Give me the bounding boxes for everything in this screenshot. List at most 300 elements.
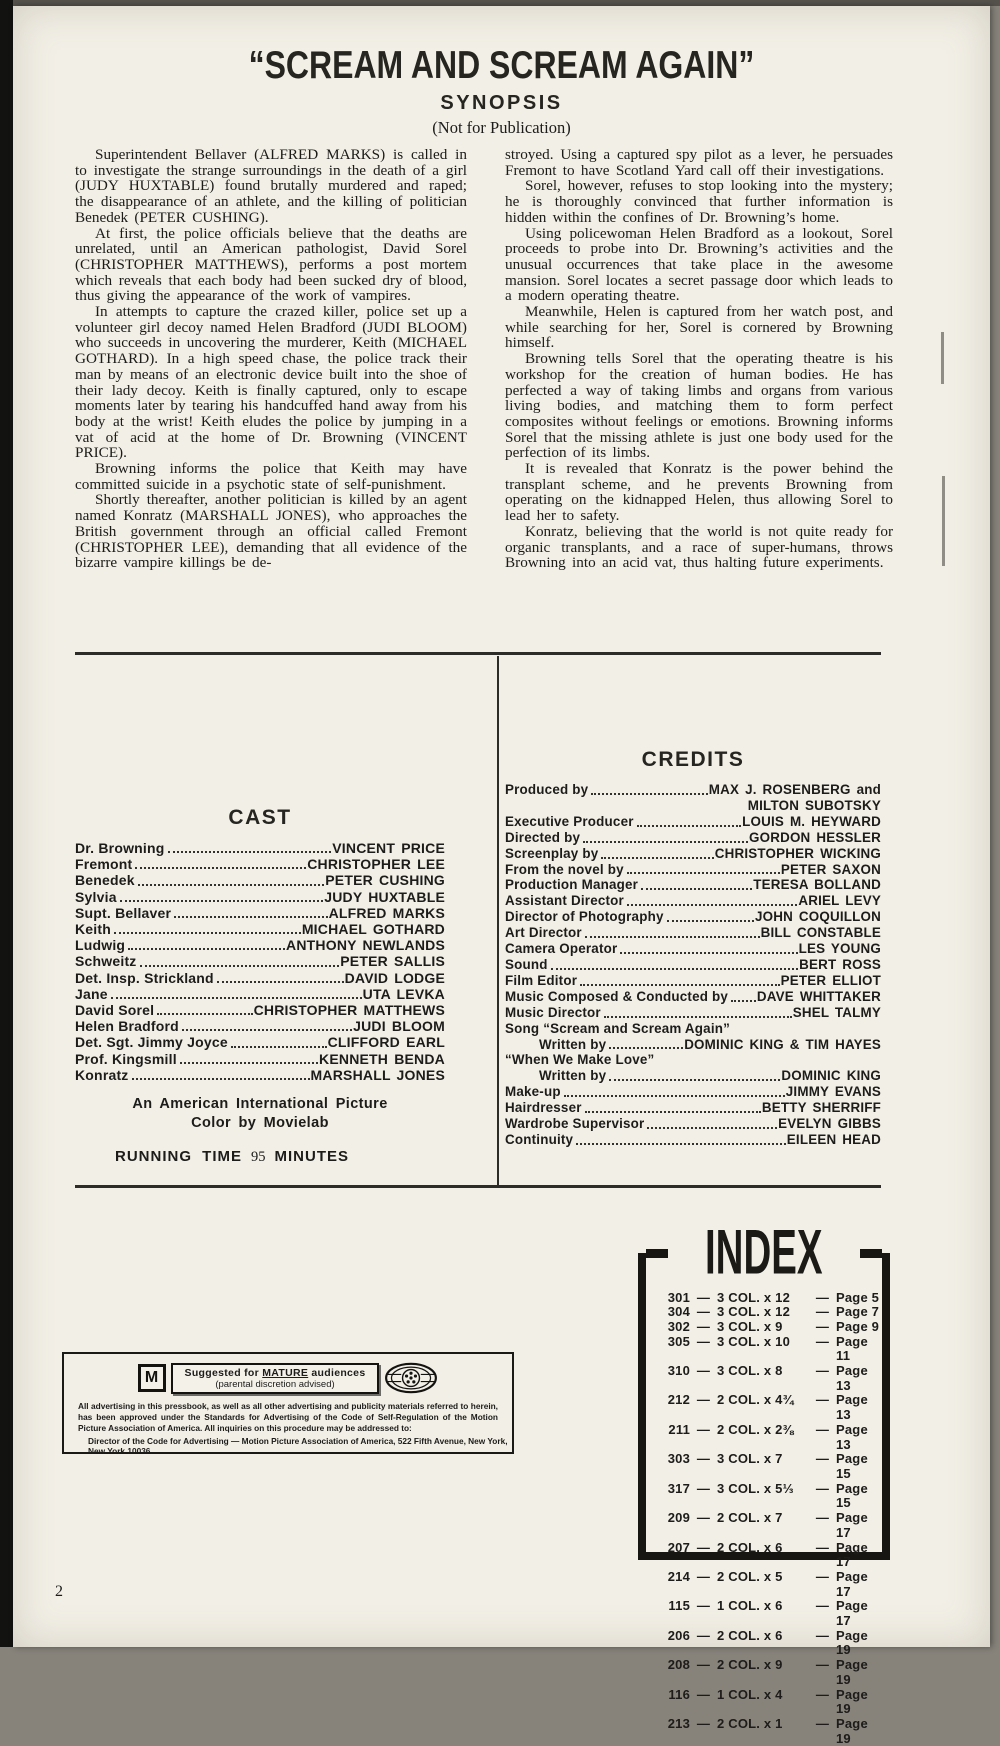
- cast-section: [75, 806, 445, 1131]
- dot-leader: [168, 851, 332, 853]
- cast-actor: ALFRED MARKS: [328, 904, 445, 921]
- dash-separator: —: [815, 1686, 830, 1702]
- ad-size: 3 COL. x 12: [717, 1289, 791, 1305]
- cast-role: David Sorel: [75, 1002, 155, 1019]
- credit-person: EVELYN GIBBS: [778, 1116, 881, 1132]
- ad-page: Page 19: [836, 1715, 868, 1746]
- index-row: [658, 1393, 882, 1422]
- dash-separator: —: [815, 1480, 830, 1496]
- credit-row: [505, 941, 881, 957]
- running-time-label: RUNNING TIME: [115, 1148, 242, 1165]
- rating-line1: [185, 1367, 366, 1379]
- dot-leader: [609, 1079, 780, 1081]
- index-row: [658, 1482, 882, 1511]
- dash-separator: —: [696, 1715, 711, 1731]
- credit-role: Music Director: [505, 1004, 601, 1020]
- pressbook-page: [13, 6, 990, 1746]
- ad-size: 3 COL. x 9: [717, 1318, 783, 1334]
- credit-person: DOMINIC KING & TIM HAYES: [684, 1036, 881, 1052]
- index-row: [658, 1452, 882, 1481]
- ad-number: 303: [667, 1451, 690, 1467]
- synopsis-heading: SYNOPSIS: [440, 92, 563, 114]
- credit-row: [505, 893, 881, 909]
- synopsis-paragraph: Browning informs the police that Keith may have committed suicide in a psychotic state of self-punishment.: [75, 460, 467, 493]
- cast-role: Jane: [75, 985, 108, 1002]
- index-row: [658, 1629, 882, 1658]
- ad-number: 301: [667, 1289, 690, 1305]
- ad-number: 116: [668, 1686, 690, 1702]
- cast-actor: UTA LEVKA: [362, 985, 445, 1002]
- synopsis-column-right: [505, 147, 893, 571]
- dot-leader: [604, 1016, 792, 1018]
- credit-person: JOHN COQUILLON: [754, 909, 881, 925]
- credit-role: Director of Photography: [505, 909, 664, 925]
- credit-person: SHEL TALMY: [792, 1004, 881, 1020]
- ad-size: 2 COL. x 5: [717, 1568, 783, 1584]
- ad-number: 208: [667, 1657, 690, 1673]
- dash-separator: —: [696, 1421, 711, 1437]
- running-time: [115, 1148, 349, 1166]
- cast-actor: CLIFFORD EARL: [327, 1034, 445, 1051]
- cast-role: Keith: [75, 921, 111, 938]
- page-number: 2: [55, 1583, 63, 1600]
- cast-role: Konratz: [75, 1066, 129, 1083]
- title-block: [13, 46, 990, 138]
- dash-separator: —: [815, 1421, 830, 1437]
- credit-row: [505, 1100, 881, 1116]
- ad-page: Page 19: [836, 1657, 868, 1687]
- dot-leader: [583, 841, 748, 843]
- cast-role: Sylvia: [75, 888, 117, 905]
- credit-person: TERESA BOLLAND: [753, 877, 881, 893]
- credit-role: Hairdresser: [505, 1100, 582, 1116]
- cast-role: Supt. Bellaver: [75, 904, 172, 921]
- dot-leader: [140, 965, 340, 967]
- rating-line1-post: audiences: [308, 1366, 366, 1379]
- credit-row: [505, 1132, 881, 1148]
- dot-leader: [182, 1029, 352, 1031]
- dot-leader: [585, 936, 760, 938]
- credit-role: Make-up: [505, 1084, 561, 1100]
- ad-page: Page 13: [836, 1392, 868, 1423]
- cast-row: [75, 937, 445, 953]
- dot-leader: [601, 857, 713, 859]
- dash-separator: —: [815, 1289, 830, 1305]
- rating-label-row: [64, 1362, 512, 1394]
- cast-row: [75, 1067, 445, 1083]
- cast-actor: JUDY HUXTABLE: [324, 888, 445, 905]
- cast-actor: JUDI BLOOM: [353, 1018, 445, 1035]
- ad-number: 207: [667, 1539, 690, 1555]
- index-row: [658, 1291, 882, 1306]
- dash-separator: —: [696, 1363, 711, 1379]
- rating-ribbon: [171, 1363, 380, 1394]
- index-box: [638, 1217, 890, 1746]
- studio-line: An American International Picture: [132, 1096, 388, 1113]
- credit-role: From the novel by: [505, 861, 624, 877]
- dash-separator: —: [696, 1627, 711, 1643]
- cast-row: [75, 856, 445, 872]
- cast-role: Benedek: [75, 872, 135, 889]
- dash-separator: —: [815, 1627, 830, 1643]
- dash-separator: —: [815, 1715, 830, 1731]
- cast-actor: PETER CUSHING: [325, 872, 445, 889]
- mpaa-seal-icon: [384, 1362, 438, 1394]
- ad-number: 214: [667, 1568, 690, 1584]
- cast-actor: MARSHALL JONES: [310, 1066, 445, 1083]
- index-row: [658, 1511, 882, 1540]
- ad-page: Page 17: [836, 1568, 868, 1599]
- credit-role: Executive Producer: [505, 813, 634, 829]
- dash-separator: —: [696, 1510, 711, 1526]
- cast-actor: CHRISTOPHER LEE: [307, 856, 445, 873]
- dash-separator: —: [696, 1289, 711, 1305]
- dot-leader: [138, 884, 325, 886]
- dash-separator: —: [815, 1657, 830, 1673]
- dot-leader: [120, 900, 324, 902]
- dash-separator: —: [696, 1333, 711, 1349]
- credit-row: [505, 877, 881, 893]
- ad-number: 213: [667, 1715, 690, 1731]
- cast-row: [75, 872, 445, 888]
- dash-separator: —: [696, 1657, 711, 1673]
- dash-separator: —: [815, 1363, 830, 1379]
- ad-size: 2 COL. x 2⅜: [717, 1421, 794, 1437]
- index-row: [658, 1599, 882, 1628]
- ad-size: 3 COL. x 5⅓: [717, 1480, 794, 1496]
- dot-leader: [585, 1111, 761, 1113]
- credit-person: ARIEL LEVY: [798, 893, 881, 909]
- credit-person: BILL CONSTABLE: [760, 925, 881, 941]
- rating-m-logo: M: [138, 1364, 166, 1392]
- cast-actor: KENNETH BENDA: [319, 1050, 445, 1067]
- credit-person: DOMINIC KING: [781, 1068, 881, 1084]
- credit-row: [505, 1084, 881, 1100]
- horizontal-rule-bottom: [75, 1185, 881, 1188]
- running-time-value: 95: [251, 1149, 266, 1165]
- synopsis-column-left: [75, 147, 467, 571]
- cast-row: [75, 921, 445, 937]
- credit-person: MILTON SUBOTSKY: [747, 797, 881, 813]
- credit-person: CHRISTOPHER WICKING: [714, 845, 881, 861]
- dash-separator: —: [696, 1480, 711, 1496]
- column-divider: [497, 656, 499, 1185]
- ad-number: 209: [667, 1510, 690, 1526]
- ad-size: 1 COL. x 6: [717, 1598, 783, 1614]
- credit-row: [505, 830, 881, 846]
- cast-row: [75, 905, 445, 921]
- dot-leader: [609, 1047, 683, 1049]
- credit-role: Continuity: [505, 1131, 574, 1147]
- cast-row: [75, 986, 445, 1002]
- credits-list: [505, 782, 881, 1148]
- dot-leader: [157, 1013, 252, 1015]
- cast-row: [75, 840, 445, 856]
- dot-leader: [627, 904, 797, 906]
- dot-leader: [551, 968, 798, 970]
- credit-person: GORDON HESSLER: [748, 829, 881, 845]
- publication-note: (Not for Publication): [432, 118, 571, 137]
- index-row: [658, 1570, 882, 1599]
- ad-size: 2 COL. x 6: [717, 1539, 783, 1555]
- ad-page: Page 15: [836, 1451, 868, 1481]
- ad-number: 302: [667, 1318, 690, 1334]
- ad-page: Page 13: [836, 1363, 868, 1393]
- ad-page: Page 7: [836, 1304, 880, 1320]
- ad-page: Page 9: [836, 1318, 880, 1334]
- dash-separator: —: [815, 1510, 830, 1526]
- credit-role: Film Editor: [505, 972, 578, 988]
- credit-row: [505, 925, 881, 941]
- dot-leader: [111, 997, 362, 999]
- cast-role: Dr. Browning: [75, 840, 165, 856]
- dash-separator: —: [696, 1686, 711, 1702]
- credit-row: [505, 846, 881, 862]
- dash-separator: —: [815, 1598, 830, 1614]
- synopsis-paragraph: At first, the police officials believe that the deaths are unrelated, until an American pathologist, David Sorel (CHRISTOPHER MATTHEWS), performs a post mortem which reveals that each body had been sucked dry of blood, thus giving the appearance of the work of vampires.: [75, 224, 467, 305]
- synopsis-paragraph: In attempts to capture the crazed killer, police set up a volunteer girl decoy named Helen Bradford (JUDI BLOOM) who succeeds in uncovering the murderer, Keith (MICHAEL GOTHARD). In a high speed chase, the police track their man by means of an electronic device built into the shoe of their lady decoy. Keith is finally captured, only to escape moments later by tearing his handcuffed hand away from his body at the wrist! Keith eludes the police by jumping in a vat of acid at the home of Dr. Browning (VINCENT PRICE).: [75, 303, 467, 462]
- index-row: [658, 1658, 882, 1687]
- credit-person: LES YOUNG: [798, 941, 881, 957]
- dot-leader: [641, 888, 752, 890]
- cast-role: Det. Insp. Strickland: [75, 969, 214, 986]
- cast-row: [75, 953, 445, 969]
- cast-list: [75, 840, 445, 1083]
- dot-leader: [135, 867, 306, 869]
- dot-leader: [576, 1143, 786, 1145]
- ad-page: Page 17: [836, 1510, 868, 1540]
- credit-row: [505, 862, 881, 878]
- cast-actor: PETER SALLIS: [340, 953, 445, 970]
- index-row: [658, 1305, 882, 1320]
- cast-row: [75, 1034, 445, 1050]
- advisory-fine-print: All advertising in this pressbook, as well as all other advertising and publicity materials referred to herein, has been approved under the Standards for Advertising of the Code of Self-Regulation of the Motion Picture Association of America. All inquiries on this procedure may be addressed to:: [78, 1401, 498, 1433]
- dot-leader: [667, 920, 754, 922]
- cast-row: [75, 889, 445, 905]
- ad-number: 206: [667, 1627, 690, 1643]
- dot-leader: [627, 872, 780, 874]
- cast-row: [75, 1018, 445, 1034]
- cast-role: Prof. Kingsmill: [75, 1050, 177, 1067]
- synopsis-paragraph: Konratz, believing that the world is not quite ready for organic transplants, and a race of super-humans, throws Browning into an acid vat, thus halting future experiments.: [505, 522, 893, 572]
- cast-actor: MICHAEL GOTHARD: [301, 921, 445, 938]
- ad-size: 2 COL. x 6: [717, 1627, 783, 1643]
- dash-separator: —: [815, 1304, 830, 1320]
- ad-page: Page 19: [836, 1627, 868, 1658]
- cast-actor: DAVID LODGE: [344, 969, 445, 986]
- ad-number: 304: [667, 1304, 690, 1320]
- credit-row: [505, 1037, 881, 1053]
- synopsis-paragraph: Meanwhile, Helen is captured from her watch post, and while searching for her, Sorel is cornered by Browning himself.: [505, 303, 893, 352]
- cast-row: [75, 970, 445, 986]
- ad-size: 2 COL. x 7: [717, 1510, 783, 1526]
- ad-page: Page 17: [836, 1539, 868, 1570]
- credit-row: [505, 1052, 881, 1068]
- credit-role: Screenplay by: [505, 845, 599, 861]
- scan-artifact: [941, 332, 944, 384]
- ad-page: Page 19: [836, 1686, 868, 1717]
- film-title: “SCREAM AND SCREAM AGAIN”: [248, 44, 755, 87]
- credit-person: PETER ELLIOT: [780, 972, 881, 988]
- ad-number: 115: [668, 1598, 690, 1614]
- dot-leader: [217, 981, 344, 983]
- credit-person: BETTY SHERRIFF: [761, 1100, 881, 1116]
- cast-role: Ludwig: [75, 937, 126, 954]
- credit-row: [505, 1116, 881, 1132]
- advisory-director-line: Director of the Code for Advertising — Motion Picture Association of America, 522 Fifth Avenue, New York, New York 10036.: [88, 1436, 508, 1457]
- credit-role: Assistant Director: [505, 893, 624, 909]
- credit-role: Written by: [539, 1036, 607, 1052]
- ad-number: 212: [667, 1392, 690, 1408]
- credit-role: Camera Operator: [505, 941, 618, 957]
- ad-size: 3 COL. x 12: [717, 1304, 791, 1320]
- cast-heading: CAST: [228, 806, 292, 829]
- index-row: [658, 1541, 882, 1570]
- cast-role: Fremont: [75, 856, 133, 873]
- ad-page: Page 15: [836, 1480, 868, 1511]
- credit-role: Song “Scream and Scream Again”: [505, 1020, 731, 1036]
- dash-separator: —: [696, 1598, 711, 1614]
- index-row: [658, 1717, 882, 1746]
- cast-actor: VINCENT PRICE: [332, 840, 445, 856]
- dot-leader: [620, 952, 797, 954]
- credit-row: [505, 798, 881, 814]
- dot-leader: [564, 1095, 785, 1097]
- index-title-bar-left: [646, 1249, 668, 1258]
- rating-line1-mature: MATURE: [262, 1366, 309, 1379]
- dot-leader: [132, 1078, 310, 1080]
- cast-row: [75, 1002, 445, 1018]
- cast-role: Schweitz: [75, 953, 137, 970]
- credit-row: [505, 957, 881, 973]
- cast-actor: ANTHONY NEWLANDS: [286, 937, 445, 954]
- dash-separator: —: [815, 1333, 830, 1349]
- ad-size: 2 COL. x 9: [717, 1657, 783, 1673]
- ad-number: 211: [668, 1421, 690, 1437]
- index-row: [658, 1688, 882, 1717]
- synopsis-paragraph: Using policewoman Helen Bradford as a lookout, Sorel proceeds to probe into Dr. Browning’s activities and the unusual occurrences that take place in the awesome mansion. Sorel locates a secret passage door which leads to a modern operating theatre.: [505, 224, 893, 305]
- credit-role: Sound: [505, 956, 548, 972]
- ad-size: 3 COL. x 7: [717, 1451, 783, 1467]
- dash-separator: —: [696, 1304, 711, 1320]
- credit-role: Directed by: [505, 829, 581, 845]
- index-row: [658, 1335, 882, 1364]
- index-heading: INDEX: [705, 1217, 823, 1288]
- credits-heading: CREDITS: [641, 748, 745, 771]
- dot-leader: [231, 1046, 327, 1048]
- credit-role: “When We Make Love”: [505, 1052, 655, 1068]
- ad-size: 1 COL. x 4: [717, 1686, 783, 1702]
- ad-page: Page 13: [836, 1421, 868, 1452]
- dash-separator: —: [696, 1539, 711, 1555]
- credit-row: [505, 1005, 881, 1021]
- rating-line1-pre: Suggested for: [184, 1366, 263, 1379]
- dot-leader: [174, 916, 327, 918]
- index-row: [658, 1364, 882, 1393]
- dash-separator: —: [815, 1392, 830, 1408]
- credit-role: Production Manager: [505, 877, 639, 893]
- ad-page: Page 11: [836, 1333, 868, 1364]
- credit-role: Art Director: [505, 925, 582, 941]
- dot-leader: [180, 1062, 318, 1064]
- dot-leader: [114, 932, 301, 934]
- dash-separator: —: [815, 1318, 830, 1334]
- index-row: [658, 1423, 882, 1452]
- cast-role: Det. Sgt. Jimmy Joyce: [75, 1034, 228, 1051]
- ad-number: 310: [667, 1363, 690, 1379]
- synopsis-paragraph: It is revealed that Konratz is the power behind the transplant scheme, and he prevents Browning from operating on the kidnapped Helen, thus allowing Sorel to lead her to safety.: [505, 460, 893, 525]
- dash-separator: —: [696, 1318, 711, 1334]
- cast-actor: CHRISTOPHER MATTHEWS: [253, 1002, 445, 1019]
- ad-size: 2 COL. x 4¾: [717, 1392, 794, 1408]
- synopsis-paragraph: Browning tells Sorel that the operating theatre is his workshop for the creation of human bodies. He has perfected a way of taking limbs and organs from various living bodies, and matching them to form perfect composites without feelings or emotions. Browning informs Sorel that the missing athlete is just one body used for the perfection of its limbs.: [505, 350, 893, 462]
- running-time-unit: MINUTES: [274, 1148, 349, 1165]
- dash-separator: —: [696, 1568, 711, 1584]
- credit-role: Wardrobe Supervisor: [505, 1116, 645, 1132]
- credit-row: [505, 814, 881, 830]
- credit-person: BERT ROSS: [799, 956, 881, 972]
- synopsis-paragraph: Superintendent Bellaver (ALFRED MARKS) is called in to investigate the strange surroundings in the death of a girl (JUDY HUXTABLE) found brutally murdered and raped; the disappearance of an athlete, and the killing of politician Benedek (PETER CUSHING).: [75, 146, 467, 226]
- rating-line2: (parental discretion advised): [215, 1378, 335, 1390]
- dot-leader: [637, 825, 741, 827]
- dash-separator: —: [696, 1392, 711, 1408]
- horizontal-rule-top: [75, 652, 881, 655]
- synopsis-paragraph: Sorel, however, refuses to stop looking into the mystery; he is thoroughly convinced that further information is hidden within the confines of Dr. Browning’s home.: [505, 177, 893, 226]
- index-title-row: [646, 1217, 882, 1288]
- credit-row: [505, 782, 881, 798]
- ad-size: 2 COL. x 1: [717, 1715, 783, 1731]
- ad-size: 3 COL. x 8: [717, 1363, 783, 1379]
- dot-leader: [731, 1000, 756, 1002]
- index-title-bar-right: [860, 1249, 882, 1258]
- credit-person: MAX J. ROSENBERG and: [708, 782, 881, 797]
- credit-person: JIMMY EVANS: [785, 1084, 881, 1100]
- index-row: [658, 1320, 882, 1335]
- dot-leader: [128, 948, 285, 950]
- color-process-line: Color by Movielab: [191, 1115, 329, 1132]
- scan-edge-left: [0, 0, 13, 1647]
- scan-artifact: [942, 476, 945, 566]
- cast-row: [75, 1051, 445, 1067]
- ad-page: Page 17: [836, 1598, 868, 1629]
- credit-role: Produced by: [505, 782, 589, 797]
- dot-leader: [647, 1127, 777, 1129]
- dash-separator: —: [815, 1568, 830, 1584]
- cast-role: Helen Bradford: [75, 1018, 179, 1035]
- ad-page: Page 5: [836, 1289, 880, 1305]
- dot-leader: [591, 793, 707, 795]
- credits-section: [505, 748, 881, 1148]
- synopsis-paragraph: Shortly thereafter, another politician is killed by an agent named Konratz (MARSHALL JONES), who approaches the British government through an official called Fremont (CHRISTOPHER LEE), demanding that all evidence of the bizarre vampire killings be de-: [75, 491, 467, 572]
- mpaa-advisory-box: [62, 1352, 514, 1457]
- credit-row: [505, 973, 881, 989]
- credit-person: PETER SAXON: [780, 861, 881, 877]
- credit-person: EILEEN HEAD: [786, 1131, 881, 1147]
- dash-separator: —: [815, 1451, 830, 1467]
- credit-row: [505, 909, 881, 925]
- credit-role: Written by: [539, 1068, 607, 1084]
- ad-size: 3 COL. x 10: [717, 1333, 791, 1349]
- credit-row: [505, 1021, 881, 1037]
- index-list: [646, 1281, 882, 1746]
- ad-number: 305: [667, 1333, 690, 1349]
- dash-separator: —: [815, 1539, 830, 1555]
- credit-person: LOUIS M. HEYWARD: [742, 813, 881, 829]
- ad-number: 317: [667, 1480, 690, 1496]
- credit-row: [505, 1068, 881, 1084]
- dash-separator: —: [696, 1451, 711, 1467]
- credit-row: [505, 989, 881, 1005]
